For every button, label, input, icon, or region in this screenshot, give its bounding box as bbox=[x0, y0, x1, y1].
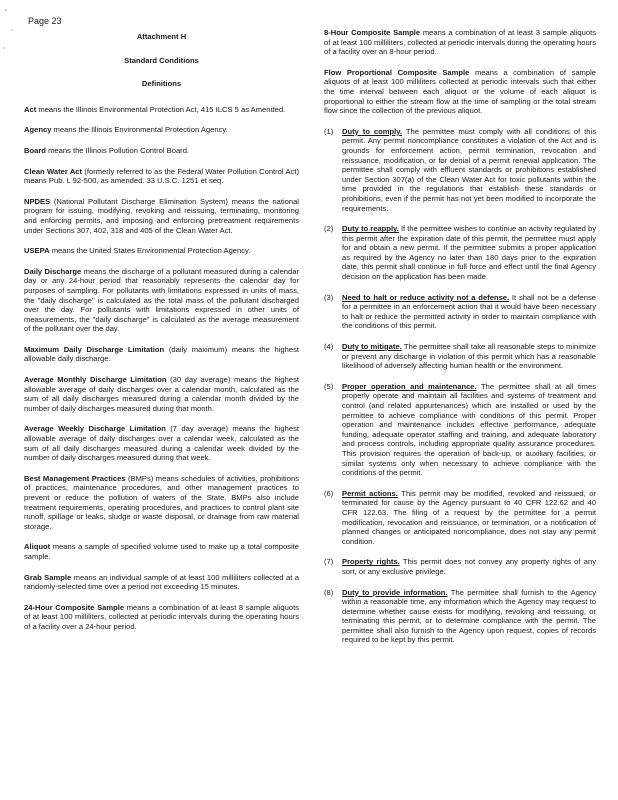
condition-text: The permittee shall take all reasonable steps to minimize or prevent any discharge in violation of this permit which has a reasonable likelihood of adversely affecting human health or the environment. bbox=[342, 342, 596, 371]
definition-text: means a combination of sample aliquots of at least 100 milliliters collected at periodic intervals such that either the time interval between each aliquot or the volume of each aliquot is proportional to either the stream flow at the time of sampling or the total stream flow since the collection of the previous aliquot. bbox=[324, 67, 596, 116]
condition-number: (5) bbox=[324, 381, 334, 391]
definition-term: 24-Hour Composite Sample bbox=[24, 602, 125, 612]
definition-term: Daily Discharge bbox=[24, 266, 82, 276]
page-number: Page 23 bbox=[28, 16, 62, 26]
definition-term: Maximum Daily Discharge Limitation bbox=[24, 344, 165, 354]
condition-heading: Duty to comply. bbox=[342, 126, 403, 136]
condition-heading: Proper operation and maintenance. bbox=[342, 381, 477, 391]
definition-paragraph bbox=[24, 197, 299, 235]
condition-number: (3) bbox=[324, 292, 334, 302]
condition-heading: Duty to mitigate. bbox=[342, 342, 402, 352]
standard-conditions-heading: Standard Conditions bbox=[124, 55, 199, 65]
condition-item bbox=[324, 588, 596, 646]
condition-number: (4) bbox=[324, 342, 334, 352]
definition-text: (BMPs) means schedules of activities, prohibitions of practices, maintenance procedures, and other management practices to prevent or reduce the pollution of waters of the State. BMPs also include treatment requirements, operating procedures, and practices to control plant site runoff, spillage or leaks, sludge or waste disposal, or drainage from raw material storage. bbox=[24, 473, 299, 531]
definition-paragraph bbox=[24, 146, 299, 156]
definition-text: (National Pollutant Discharge Elimination System) means the national program for issuing, modifying, revoking and reissuing, terminating, monitoring and enforcing permits, and imposing and enforcing pretreatment requirements under Sections 307, 402, 318 and 405 of the Clean Water Act. bbox=[24, 196, 299, 235]
definition-text: (daily maximum) means the highest allowable daily discharge. bbox=[24, 344, 299, 364]
condition-number: (1) bbox=[324, 126, 334, 136]
condition-text: This permit may be modified, revoked and reissued, or terminated for cause by the Agency pursuant to 40 CFR 122.62 and 40 CFR 122.63. The filing of a request by the permittee for a permit modification, revocation and reissuance, or termination, or a notification of planned changes or anticipated noncompliance, does not stay any permit condition. bbox=[342, 488, 596, 546]
condition-item bbox=[324, 382, 596, 478]
condition-body bbox=[342, 224, 596, 282]
condition-body bbox=[342, 342, 596, 371]
right-definitions-list bbox=[324, 28, 596, 116]
definition-paragraph bbox=[324, 68, 596, 116]
definition-term: Average Weekly Discharge Limitation bbox=[24, 424, 166, 434]
definition-term: Flow Proportional Composite Sample bbox=[324, 67, 470, 77]
condition-text: The permittee shall furnish to the Agency within a reasonable time, any information which the Agency may request to determine whether cause exists for modifying, revoking and reissuing, or terminating this permit, or to determine compliance with the permit. The permittee shall also furnish to the Agency upon request, copies of records required to be kept by this permit. bbox=[342, 587, 596, 645]
condition-body bbox=[342, 293, 596, 331]
definition-paragraph bbox=[24, 105, 299, 115]
definition-paragraph bbox=[24, 125, 299, 135]
condition-heading: Duty to reapply. bbox=[342, 224, 399, 234]
condition-item bbox=[324, 489, 596, 547]
definition-term: Clean Water Act bbox=[24, 166, 83, 176]
definition-text: means the Illinois Pollution Control Board. bbox=[45, 145, 190, 155]
definition-term: USEPA bbox=[24, 246, 50, 256]
definition-paragraph bbox=[324, 28, 596, 57]
scan-speckle bbox=[0, 0, 20, 60]
condition-text: The permittee must comply with all conditions of this permit. Any permit noncompliance constitutes a violation of the Act and is grounds for enforcement action, permit termination, revocation and reissuance, modification, or for denial of a permit renewal application. The permittee shall comply with effluent standards or prohibitions established under Section 307(a) of the Clean Water Act for toxic pollutants within the time provided in the regulations that establish these standards or prohibitions, even if the permit has not yet been modified to incorporate the requirements. bbox=[342, 126, 596, 213]
definition-text: means the United States Environmental Protection Agency. bbox=[49, 246, 251, 256]
definition-text: (30 day average) means the highest allowable average of daily discharges over a calendar month, calculated as the sum of all daily discharges measured during a calendar month divided by the number of daily discharges measured during that month. bbox=[24, 375, 299, 413]
condition-number: (2) bbox=[324, 224, 334, 234]
condition-item bbox=[324, 127, 596, 213]
definition-term: Board bbox=[24, 145, 46, 155]
definition-paragraph bbox=[24, 474, 299, 532]
definition-paragraph bbox=[24, 424, 299, 462]
definition-paragraph bbox=[24, 573, 299, 592]
definition-term: Average Monthly Discharge Limitation bbox=[24, 375, 167, 385]
condition-heading: Permit actions. bbox=[342, 488, 398, 498]
definition-paragraph bbox=[24, 267, 299, 334]
condition-item bbox=[324, 342, 596, 371]
definition-paragraph bbox=[24, 345, 299, 364]
definition-text: means a combination of at least 8 sample aliquots of at least 100 milliliters, collected at periodic intervals during the operating hours of a facility over a 24-hour period. bbox=[24, 602, 299, 631]
definition-term: NPDES bbox=[24, 196, 51, 206]
condition-text: It shall not be a defense for a permittee in an enforcement action that it would have been necessary to halt or reduce the permitted activity in order to maintain compliance with the conditions of this permit. bbox=[342, 292, 596, 331]
attachment-title: Attachment H bbox=[136, 32, 187, 41]
definition-term: 8-Hour Composite Sample bbox=[324, 28, 421, 37]
definition-term: Aliquot bbox=[24, 542, 51, 552]
definition-term: Best Management Practices bbox=[24, 473, 126, 483]
definition-text: means the discharge of a pollutant measured during a calendar day or any 24-hour period that reasonably represents the calendar day for purposes of sampling. For pollutants with limitations expressed in units of mass, the "daily discharge" is calculated as the total mass of the pollutant discharged over the day. For pollutants with limitations expressed in other units of measurements, the "daily discharge" is calculated as the average measurement of the pollutant over the day. bbox=[24, 266, 299, 334]
condition-heading: Property rights. bbox=[342, 557, 400, 567]
definition-paragraph bbox=[24, 603, 299, 632]
definition-paragraph bbox=[24, 375, 299, 413]
condition-item bbox=[324, 224, 596, 282]
definition-paragraph bbox=[24, 246, 299, 256]
condition-number: (7) bbox=[324, 557, 334, 567]
condition-body bbox=[342, 127, 596, 213]
definition-term: Grab Sample bbox=[24, 572, 72, 582]
condition-text: If the permittee wishes to continue an activity regulated by this permit after the expiration date of this permit, the permittee must apply for and obtain a new permit. If the permittee submits a proper application as required by the Agency no later than 180 days prior to the expiration date, this permit shall continue in full force and effect until the final Agency decision on the application has been made. bbox=[342, 224, 596, 282]
definition-text: means the Illinois Environmental Protection Act, 415 ILCS 5 as Amended. bbox=[36, 104, 286, 114]
condition-body bbox=[342, 588, 596, 646]
condition-body bbox=[342, 557, 596, 576]
condition-number: (6) bbox=[324, 488, 334, 498]
definition-text: means a combination of at least 3 sample aliquots of at least 100 milliliters, collected at periodic intervals during the operating hours of a facility over an 8-hour period. bbox=[324, 28, 596, 57]
definitions-heading: Definitions bbox=[141, 79, 182, 89]
condition-item bbox=[324, 557, 596, 576]
condition-item bbox=[324, 293, 596, 331]
condition-number: (8) bbox=[324, 587, 334, 597]
definition-term: Act bbox=[24, 104, 37, 114]
definition-paragraph bbox=[24, 542, 299, 561]
condition-text: This permit does not convey any property rights of any sort, or any exclusive privilege. bbox=[342, 557, 596, 576]
condition-body bbox=[342, 489, 596, 547]
right-column bbox=[324, 28, 596, 656]
condition-heading: Need to halt or reduce activity not a defense. bbox=[342, 292, 510, 302]
definition-term: Agency bbox=[24, 125, 52, 135]
condition-heading: Duty to provide information. bbox=[342, 587, 448, 597]
definition-text: (formerly referred to as the Federal Water Pollution Control Act) means Pub. L 92-500, as amended. 33 U.S.C. 1251 et seq. bbox=[24, 166, 299, 186]
definition-text: means the Illinois Environmental Protection Agency. bbox=[51, 125, 228, 135]
condition-body bbox=[342, 382, 596, 478]
definition-paragraph bbox=[24, 167, 299, 186]
left-column bbox=[24, 30, 299, 643]
definition-text: means an individual sample of at least 100 milliliters collected at a randomly-selected time over a period not exceeding 15 minutes. bbox=[24, 572, 299, 592]
conditions-list bbox=[324, 127, 596, 645]
definition-text: (7 day average) means the highest allowable average of daily discharges over a calendar week, calculated as the sum of all daily discharges measured during a calendar week divided by the number of daily discharges measured during that week. bbox=[24, 424, 299, 463]
definitions-list bbox=[24, 105, 299, 632]
definition-text: means a sample of specified volume used to make up a total composite sample. bbox=[24, 542, 299, 561]
condition-text: The permittee shall at all times properly operate and maintain all facilities and systems of treatment and control (and related appurtenances) which are installed or used by the permittee to achieve compliance with conditions of this permit. Proper operation and maintenance includes effective performance, adequate funding, adequate operator staffing and training, and adequate laboratory and process controls, including appropriate quality assurance procedures. This provision requires the operation of back-up, or auxiliary facilities, or similar systems only when necessary to achieve compliance with the conditions of the permit. bbox=[342, 381, 596, 478]
